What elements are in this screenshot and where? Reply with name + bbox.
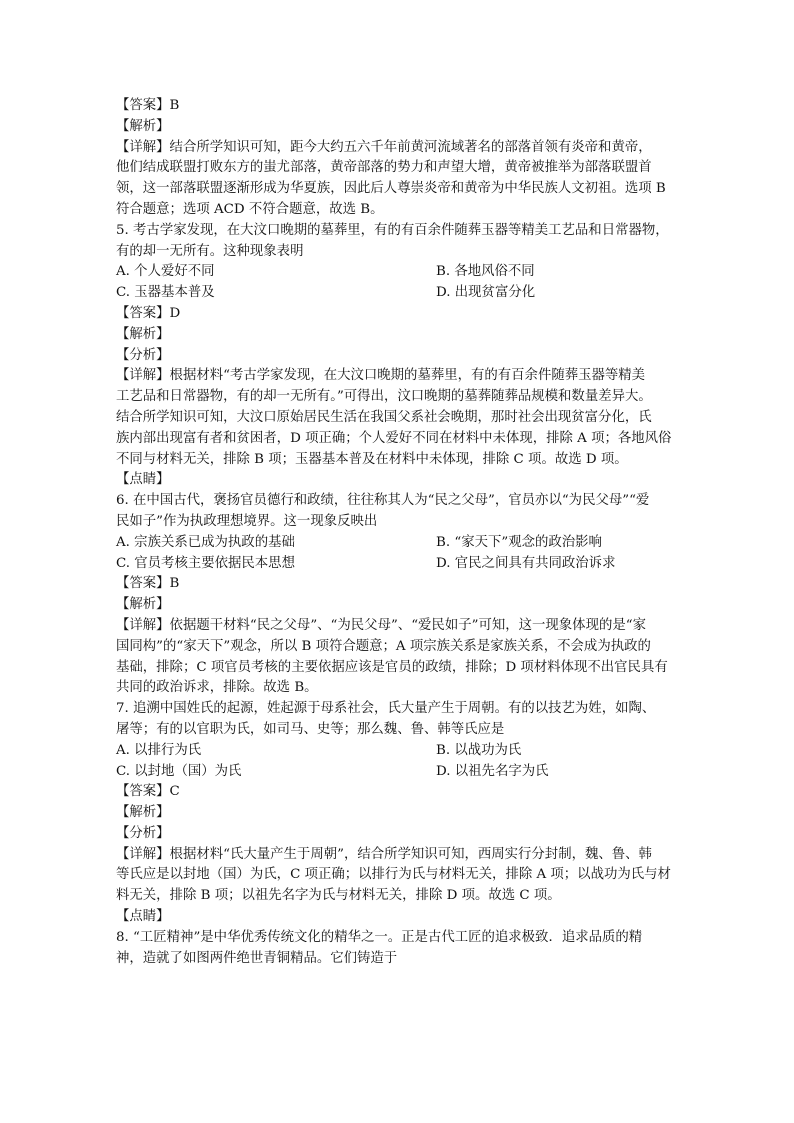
q6-detail-line: 【详解】依据题干材料“民之父母”、“为民父母”、“爱民如子”可知，这一现象体现的是“家 <box>116 617 646 633</box>
q7-detail-line: 等氏应是以封地（国）为氏，C 项正确；以排行为氏与材料无关，排除 A 项；以战功为氏与材 <box>116 867 671 883</box>
q4-detail-line: 他们结成联盟打败东方的蚩尤部落，黄帝部落的势力和声望大增，黄帝被推举为部落联盟首 <box>116 160 652 176</box>
q5-stem: 5. 考古学家发现，在大汶口晚期的墓葬里，有的有百余件随葬玉器等精美工艺品和日常器物， <box>116 222 669 238</box>
q7-detail-line: 【详解】根据材料“氏大量产生于周朝”，结合所学知识可知，西周实行分封制，魏、鲁、韩 <box>116 846 652 862</box>
q5-option-c: C. 玉器基本普及 <box>116 285 215 301</box>
q7-options-row-2 <box>116 762 688 783</box>
q5-options-row-1 <box>116 262 688 283</box>
q6-stem: 民如子”作为执政理想境界。这一现象反映出 <box>116 513 378 529</box>
q4-detail-line: 符合题意；选项 ACD 不符合题意，故选 B。 <box>116 201 384 217</box>
q7-answer: 【答案】C <box>116 784 180 800</box>
q6-option-d: D. 官民之间具有共同政治诉求 <box>436 555 616 571</box>
q6-option-c: C. 官员考核主要依据民本思想 <box>116 555 295 571</box>
q5-option-d: D. 出现贫富分化 <box>436 285 536 301</box>
q5-detail-line: 【详解】根据材料“考古学家发现，在大汶口晚期的墓葬里，有的有百余件随葬玉器等精美 <box>116 368 646 384</box>
q7-stem: 7. 追溯中国姓氏的起源，姓起源于母系社会，氏大量产生于周朝。有的以技艺为姓，如陶、 <box>116 701 656 717</box>
q4-answer: 【答案】B <box>116 98 180 113</box>
q6-analysis-heading: 【解析】 <box>116 597 170 613</box>
q7-dianjing-heading: 【点睛】 <box>116 909 170 925</box>
q4-detail-line: 【详解】结合所学知识可知，距今大约五六千年前黄河流域著名的部落首领有炎帝和黄帝， <box>116 139 652 155</box>
q5-stem: 有的却一无所有。这种现象表明 <box>116 243 304 259</box>
q5-fenxi-heading: 【分析】 <box>116 347 170 363</box>
q4-detail-line: 领，这一部落联盟逐渐形成为华夏族，因此后人尊崇炎帝和黄帝为中华民族人文初祖。选项 B <box>116 181 666 197</box>
q6-stem: 6. 在中国古代，褒扬官员德行和政绩，往往称其人为“民之父母”，官员亦以“为民父母”“爱 <box>116 493 650 509</box>
q6-options-row-1 <box>116 533 688 554</box>
q5-detail-line: 结合所学知识可知，大汶口原始居民生活在我国父系社会晚期，那时社会出现贫富分化，氏 <box>116 409 652 425</box>
q5-detail-line: 不同与材料无关，排除 B 项；玉器基本普及在材料中未体现，排除 C 项。故选 D 项。 <box>116 451 628 467</box>
q6-options-row-2 <box>116 554 688 575</box>
q5-options-row-2 <box>116 283 688 304</box>
q5-dianjing-heading: 【点睛】 <box>116 472 170 488</box>
q6-detail-line: 共同的政治诉求，排除。故选 B。 <box>116 680 318 696</box>
q7-option-b: B. 以战功为氏 <box>436 742 522 758</box>
q7-options-row-1 <box>116 741 688 762</box>
q5-option-b: B. 各地风俗不同 <box>436 264 535 280</box>
q7-option-c: C. 以封地（国）为氏 <box>116 763 242 779</box>
q7-option-a: A. 以排行为氏 <box>116 742 202 758</box>
q7-fenxi-heading: 【分析】 <box>116 825 170 841</box>
q5-detail-line: 族内部出现富有者和贫困者，D 项正确；个人爱好不同在材料中未体现，排除 A 项；各地风俗 <box>116 430 672 446</box>
q4-analysis-heading: 【解析】 <box>116 118 170 134</box>
document-page <box>116 96 688 969</box>
q6-option-b: B. “家天下”观念的政治影响 <box>436 534 602 550</box>
q8-stem: 神，造就了如图两件绝世青铜精品。它们铸造于 <box>116 950 398 966</box>
q7-option-d: D. 以祖先名字为氏 <box>436 763 549 779</box>
q6-detail-line: 国同构”的“家天下”观念，所以 B 项符合题意；A 项宗族关系是家族关系，不会成为执政的 <box>116 638 651 654</box>
q8-stem: 8. “工匠精神”是中华优秀传统文化的精华之一。正是古代工匠的追求极致．追求品质的精 <box>116 929 643 945</box>
q7-detail-line: 料无关，排除 B 项；以祖先名字为氏与材料无关，排除 D 项。故选 C 项。 <box>116 888 561 904</box>
q5-option-a: A. 个人爱好不同 <box>116 264 215 280</box>
q6-answer: 【答案】B <box>116 576 180 592</box>
q6-option-a: A. 宗族关系已成为执政的基础 <box>116 534 295 550</box>
q7-analysis-heading: 【解析】 <box>116 805 170 821</box>
q5-answer: 【答案】D <box>116 305 181 321</box>
q7-stem: 屠等；有的以官职为氏，如司马、史等；那么魏、鲁、韩等氏应是 <box>116 721 505 737</box>
q5-detail-line: 工艺品和日常器物，有的却一无所有。”可得出，汶口晚期的墓葬随葬品规模和数量差异大。 <box>116 389 652 405</box>
q5-analysis-heading: 【解析】 <box>116 326 170 342</box>
q6-detail-line: 基础，排除；C 项官员考核的主要依据应该是官员的政绩，排除；D 项材料体现不出官民具有 <box>116 659 668 675</box>
